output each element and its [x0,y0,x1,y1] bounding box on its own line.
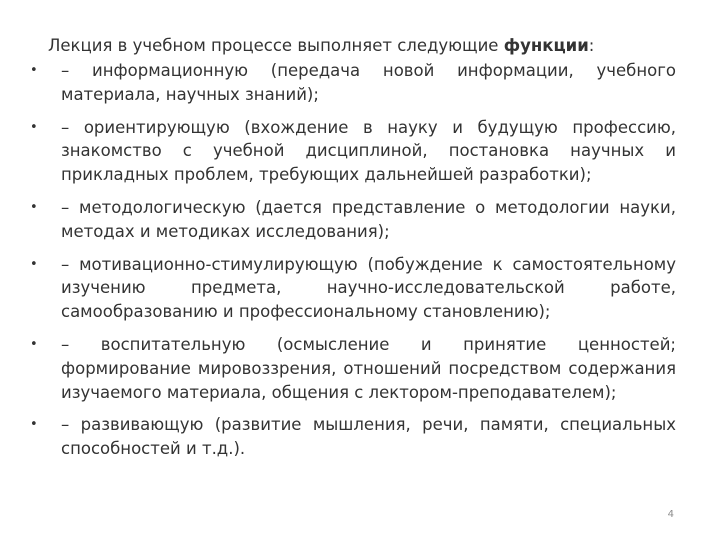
functions-list [30,59,676,470]
list-item-informational [30,59,676,107]
list-item-methodological [30,196,676,244]
heading-intro: Лекция в учебном процессе выполняет следующие [48,36,504,55]
bullet-icon: • [30,63,38,78]
heading-suffix: : [588,36,595,55]
bullet-icon: • [30,336,38,352]
list-item-text: – ориентирующую (вхождение в науку и будущую профессию, знакомство с учебной дисциплиной, постановка научных и прикладных проблем, требующих дальнейшей разработки); [61,117,676,185]
list-item-educational [30,333,676,404]
bullet-icon: • [30,417,38,433]
list-item-text: – методологическую (дается представление о методологии науки, методах и методиках исследования); [61,197,676,241]
list-item-text: – воспитательную (осмысление и принятие ценностей; формирование мировоззрения, отношений посредством содержания изучаемого материала, общения с лектором-преподавателем); [61,334,676,402]
list-item-developmental [30,413,676,461]
list-item-text: – информационную (передача новой информации, учебного материала, научных знаний); [61,61,676,104]
heading-emphasis: функции [503,36,589,55]
bullet-icon: • [30,119,38,135]
page-number: 4 [667,509,674,520]
bullet-icon: • [30,256,38,272]
list-item-orienting [30,116,676,187]
list-item-text: – развивающую (развитие мышления, речи, памяти, специальных способностей и т.д.). [61,415,676,459]
list-item-text: – мотивационно-стимулирующую (побуждение к самостоятельному изучению предмета, научно-исследовательской работе, самообразованию и профессиональному становлению); [61,254,676,322]
slide-heading [48,34,594,58]
bullet-icon: • [30,199,38,215]
list-item-motivational [30,253,676,324]
